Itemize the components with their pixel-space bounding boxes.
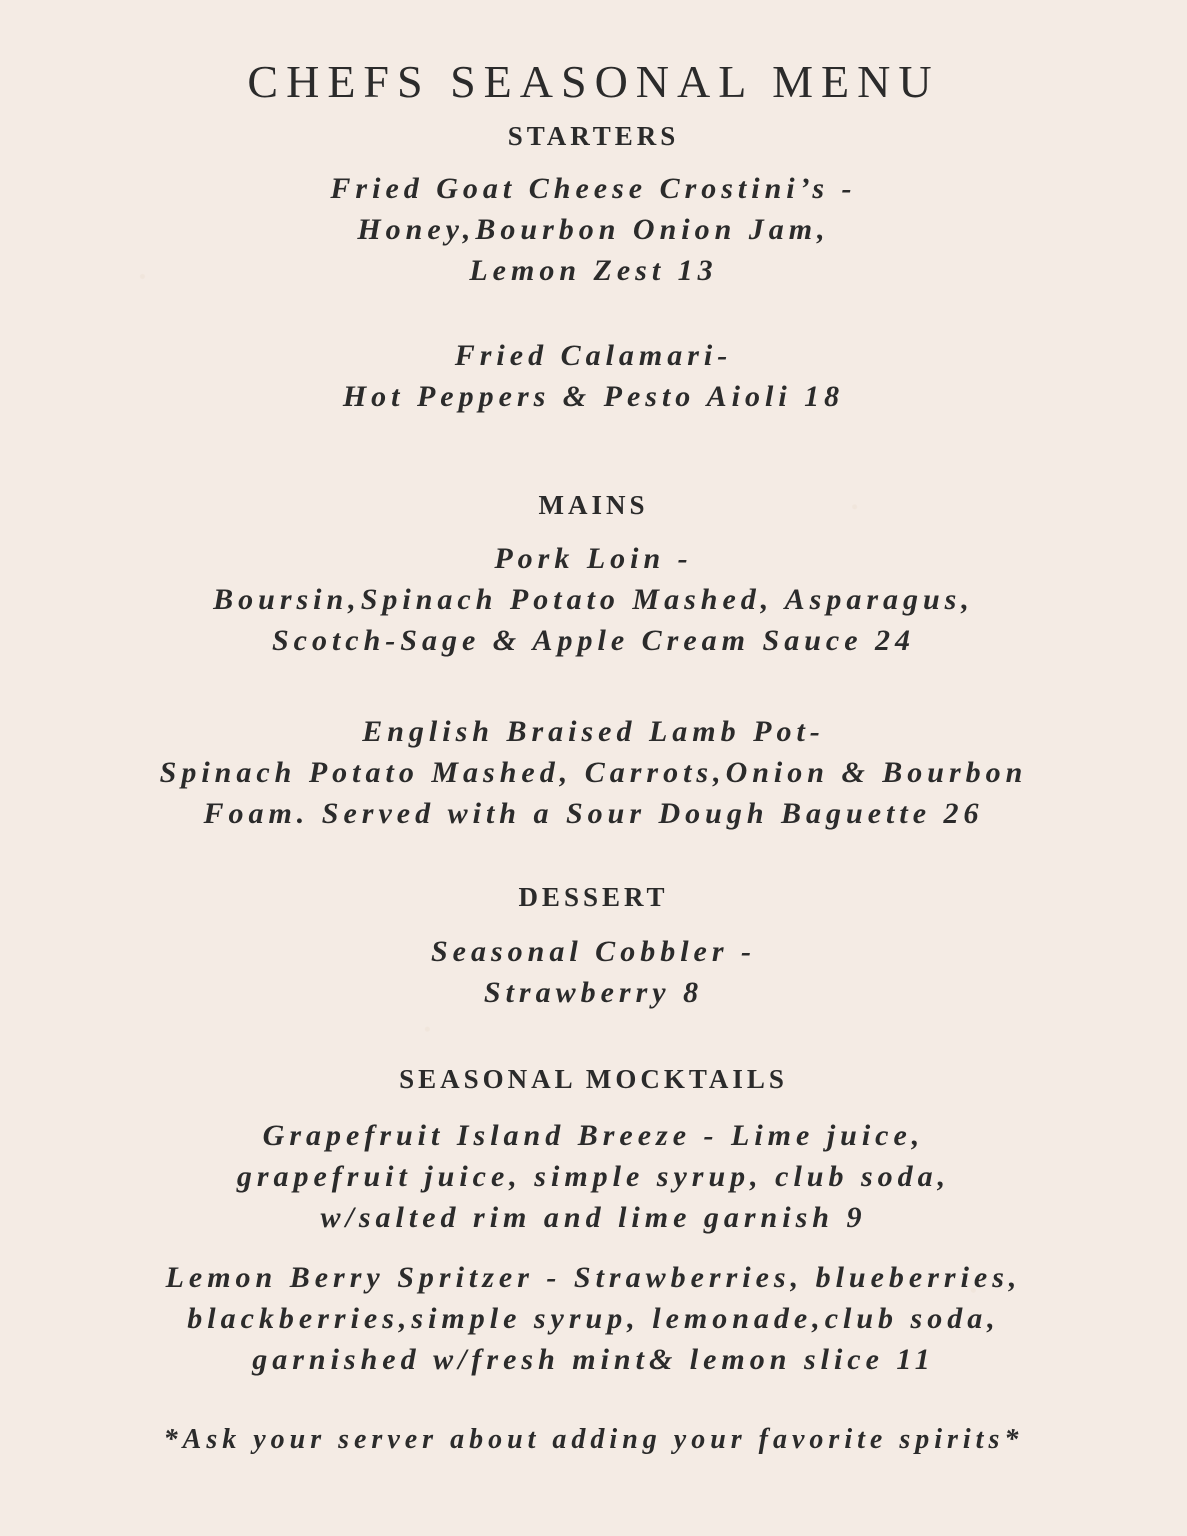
menu-item-line: blackberries,simple syrup, lemonade,club soda, — [187, 1302, 1000, 1335]
menu-item-line: Seasonal Cobbler - — [430, 935, 757, 968]
menu-item-line: Pork Loin - — [494, 542, 693, 575]
menu-item-fried-calamari — [0, 335, 1187, 417]
menu-item-english-braised-lamb-pot — [0, 711, 1187, 834]
menu-item-line: Foam. Served with a Sour Dough Baguette 26 — [203, 797, 984, 830]
section-heading-seasonal-mocktails: SEASONAL MOCKTAILS — [399, 1064, 788, 1094]
menu-item-line: garnished w/fresh mint& lemon slice 11 — [252, 1343, 935, 1376]
menu-item-line: Boursin,Spinach Potato Mashed, Asparagus, — [213, 583, 974, 616]
menu-item-line: Honey,Bourbon Onion Jam, — [357, 213, 830, 246]
menu-item-line: Lemon Berry Spritzer - Strawberries, blueberries, — [165, 1261, 1022, 1294]
section-heading-dessert: DESSERT — [518, 882, 669, 912]
menu-item-line: w/salted rim and lime garnish 9 — [320, 1201, 867, 1234]
menu-item-lemon-berry-spritzer — [0, 1257, 1187, 1380]
menu-item-line: Spinach Potato Mashed, Carrots,Onion & Bourbon — [159, 756, 1028, 789]
menu-item-line: Strawberry 8 — [483, 976, 704, 1009]
menu-item-pork-loin — [0, 538, 1187, 661]
menu-item-goat-cheese-crostini — [0, 168, 1187, 291]
menu-item-grapefruit-island-breeze — [0, 1115, 1187, 1238]
menu-item-seasonal-cobbler — [0, 931, 1187, 1013]
menu-item-line: Hot Peppers & Pesto Aioli 18 — [342, 380, 845, 413]
menu-item-line: Scotch-Sage & Apple Cream Sauce 24 — [271, 624, 916, 657]
menu-item-line: Fried Calamari- — [454, 339, 733, 372]
menu-item-line: grapefruit juice, simple syrup, club soda, — [236, 1160, 951, 1193]
section-heading-mains: MAINS — [538, 490, 649, 520]
spirits-note: *Ask your server about adding your favorite spirits* — [163, 1424, 1024, 1455]
menu-item-line: English Braised Lamb Pot- — [362, 715, 825, 748]
section-heading-starters: STARTERS — [507, 121, 680, 151]
menu-item-line: Grapefruit Island Breeze - Lime juice, — [262, 1119, 925, 1152]
menu-item-line: Fried Goat Cheese Crostini’s - — [330, 172, 857, 205]
menu-item-line: Lemon Zest 13 — [469, 254, 718, 287]
menu-title: CHEFS SEASONAL MENU — [247, 55, 940, 107]
